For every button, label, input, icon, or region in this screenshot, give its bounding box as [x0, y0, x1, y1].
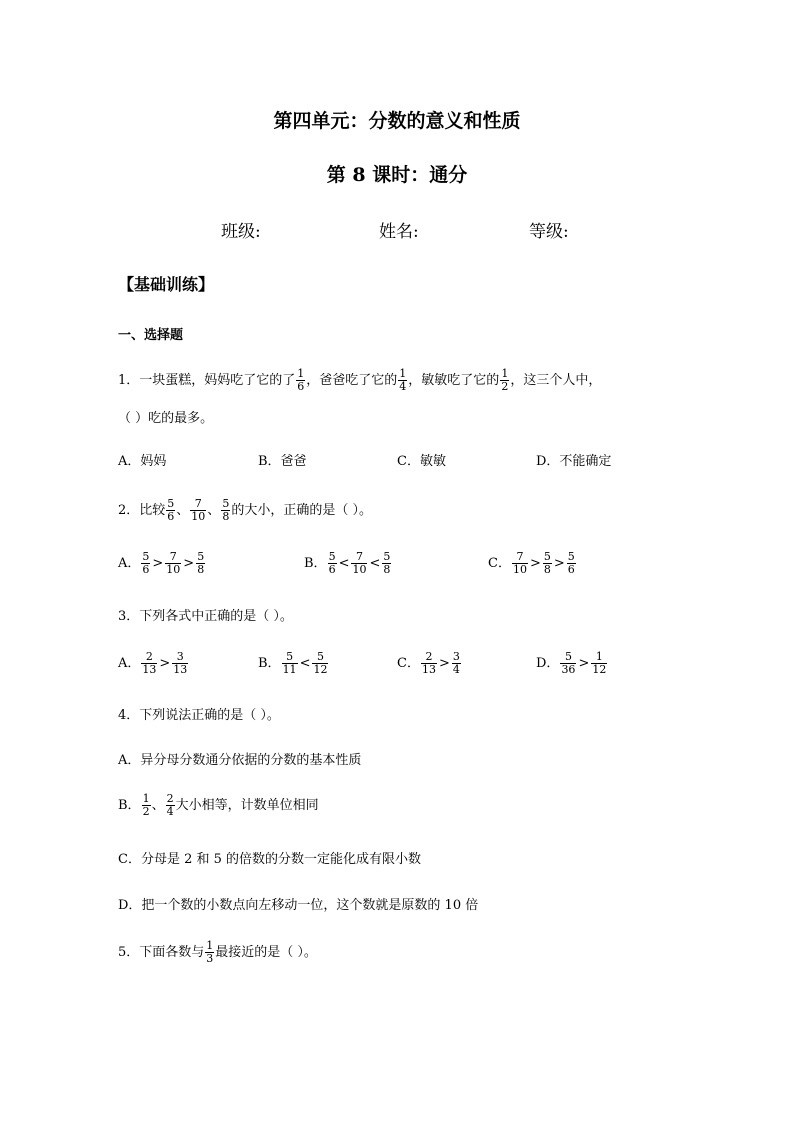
fraction: $\frac{5}{8}$ [222, 497, 230, 523]
q2-text-2: 的大小，正确的是（ ）。 [231, 502, 372, 518]
fraction: $\frac{2}{13}$ [142, 650, 157, 676]
fraction: $\frac{5}{6}$ [567, 550, 575, 576]
q4-option-b: B． $\frac{1}{2}$ 、 $\frac{2}{4}$ 大小相等，计数单位相同 [118, 792, 319, 818]
fraction: $\frac{1}{6}$ [297, 367, 305, 393]
fraction: $\frac{7}{10}$ [512, 550, 527, 576]
fraction: $\frac{5}{36}$ [561, 650, 576, 676]
q1-option-a: A．妈妈 [118, 454, 167, 469]
lesson-title: 第 8 课时：通分 [326, 164, 468, 186]
unit-title: 第四单元：分数的意义和性质 [273, 110, 521, 132]
fraction: $\frac{7}{10}$ [352, 550, 367, 576]
fraction: $\frac{3}{4}$ [452, 650, 460, 676]
fraction: $\frac{5}{11}$ [282, 650, 297, 676]
q2-option-b: B． $\frac{5}{6}$ < $\frac{7}{10}$ < $\frac{5}{8}$ [304, 550, 391, 576]
q1-text-3: ，敏敏吃了它的 [408, 372, 500, 388]
q3-option-a: A． $\frac{2}{13}$ > $\frac{3}{13}$ [118, 650, 188, 676]
q3-option-d: D． $\frac{5}{36}$ > $\frac{1}{12}$ [536, 650, 607, 676]
fraction: $\frac{1}{2}$ [142, 792, 150, 818]
fraction: $\frac{5}{12}$ [313, 650, 328, 676]
fraction: $\frac{1}{4}$ [399, 367, 407, 393]
fraction: $\frac{7}{10}$ [166, 550, 181, 576]
q3-option-b: B． $\frac{5}{11}$ < $\frac{5}{12}$ [258, 650, 328, 676]
fraction: $\frac{2}{4}$ [166, 792, 174, 818]
subsection-heading: 一、选择题 [118, 328, 184, 343]
q2-option-c: C． $\frac{7}{10}$ > $\frac{5}{8}$ > $\frac{5}{6}$ [488, 550, 575, 576]
q1-text-4: ，这三个人中， [510, 372, 602, 388]
fraction: $\frac{3}{13}$ [173, 650, 188, 676]
q2-text-1: 2．比较 [118, 502, 166, 518]
q3-option-c: C． $\frac{2}{13}$ > $\frac{3}{4}$ [397, 650, 460, 676]
q2-option-a: A． $\frac{5}{6}$ > $\frac{7}{10}$ > $\frac{5}{8}$ [118, 550, 205, 576]
grade-label: 等级: [529, 222, 569, 242]
q4-option-a: A．异分母分数通分依据的分数的基本性质 [118, 753, 362, 768]
q1-option-c: C．敏敏 [397, 454, 446, 469]
question-3: 3．下列各式中正确的是（ ）。 [118, 609, 293, 624]
question-1-line-2: （ ）吃的最多。 [118, 411, 214, 426]
separator: 、 [207, 502, 221, 518]
fraction: $\frac{5}{8}$ [383, 550, 391, 576]
fraction: $\frac{5}{6}$ [328, 550, 336, 576]
fraction: $\frac{5}{6}$ [167, 497, 175, 523]
fraction: $\frac{1}{2}$ [501, 367, 509, 393]
question-1 [118, 368, 601, 393]
question-2 [118, 498, 372, 523]
class-label: 班级: [221, 222, 261, 242]
fraction: $\frac{7}{10}$ [191, 497, 206, 523]
q1-option-b: B．爸爸 [258, 454, 307, 469]
fraction: $\frac{5}{8}$ [197, 550, 205, 576]
q4-option-d: D．把一个数的小数点向左移动一位，这个数就是原数的 10 倍 [118, 898, 479, 913]
q4-option-c: C．分母是 2 和 5 的倍数的分数一定能化成有限小数 [118, 852, 422, 867]
q5-text-1: 5．下面各数与 [118, 944, 205, 960]
question-4: 4．下列说法正确的是（ ）。 [118, 708, 280, 723]
fraction: $\frac{1}{3}$ [206, 939, 214, 965]
q1-option-d: D．不能确定 [536, 454, 612, 469]
fraction: $\frac{5}{6}$ [142, 550, 150, 576]
q1-text-2: ，爸爸吃了它的 [306, 372, 398, 388]
name-label: 姓名: [379, 222, 419, 242]
fraction: $\frac{5}{8}$ [543, 550, 551, 576]
question-5 [118, 940, 317, 965]
separator: 、 [176, 502, 190, 518]
q5-text-2: 最接近的是（ ）。 [215, 944, 317, 960]
q1-text-1: 1．一块蛋糕，妈妈吃了它的了 [118, 372, 296, 388]
section-heading: 【基础训练】 [118, 275, 215, 294]
fraction: $\frac{1}{12}$ [592, 650, 607, 676]
fraction: $\frac{2}{13}$ [421, 650, 436, 676]
